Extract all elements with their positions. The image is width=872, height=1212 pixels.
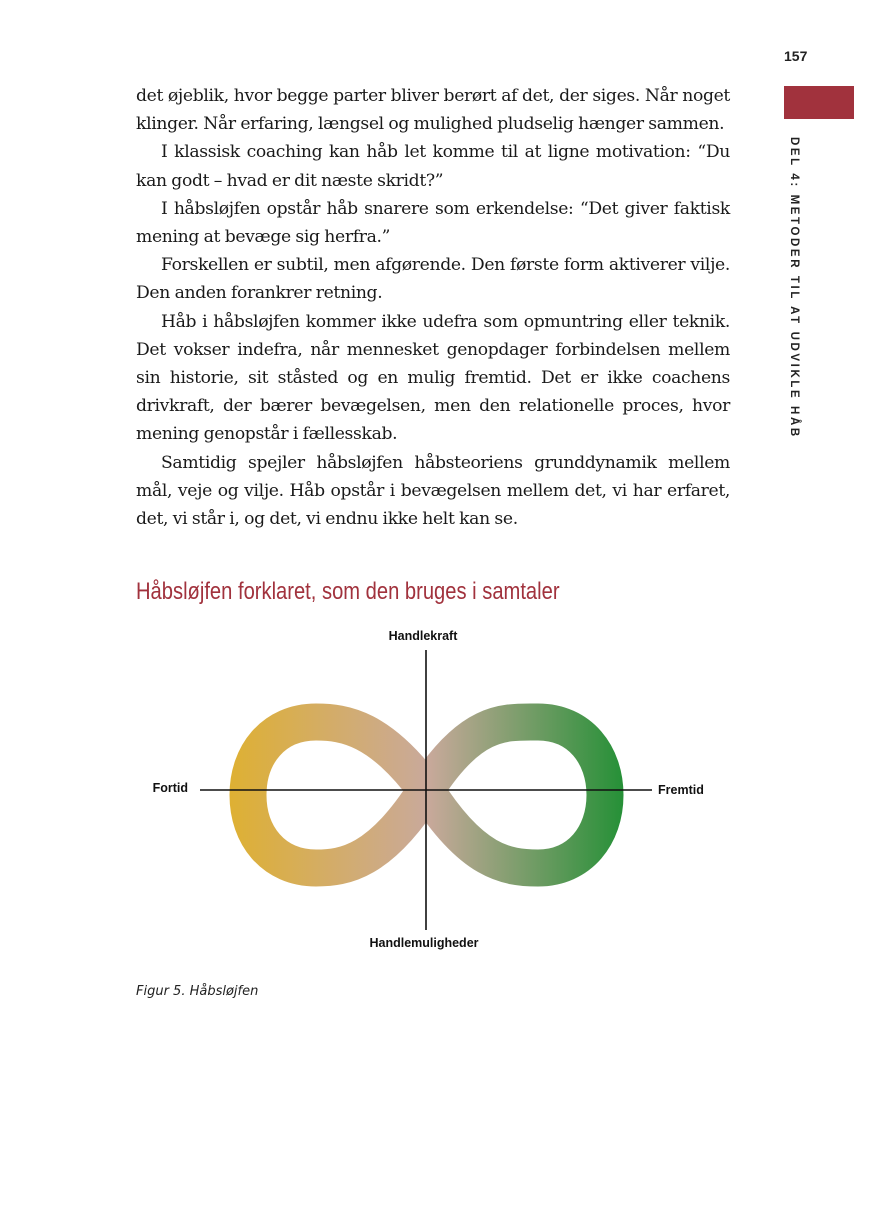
axis-label-left: Fortid — [152, 781, 188, 795]
section-tab-marker — [784, 86, 854, 119]
paragraph: Samtidig spejler håbsløjfen håbsteoriens grunddynamik mellem mål, veje og vilje. Håb opstår i bevægelsen mellem det, vi har erfaret, det, vi står i, og det, vi endnu ikke helt kan se. — [136, 452, 730, 530]
section-label: DEL 4: METODER TIL AT UDVIKLE HÅB — [788, 137, 800, 439]
paragraph: Håb i håbsløjfen kommer ikke udefra som opmuntring eller teknik. Det vokser indefra, når mennesket genopdager forbindelsen mellem sin historie, sit ståsted og en mulig fremtid. Det er ikke coachens drivkraft, der bærer bevægelsen, men den relationelle proces, hvor mening genopstår i fællesskab. — [136, 311, 730, 445]
paragraph: I håbsløjfen opstår håb snarere som erkendelse: “Det giver faktisk mening at bevæge sig herfra.” — [136, 198, 730, 248]
axis-label-right: Fremtid — [658, 783, 704, 797]
paragraph: det øjeblik, hvor begge parter bliver berørt af det, der siges. Når noget klinger. Når erfaring, længsel og mulighed pludselig hænger sammen. — [136, 86, 730, 135]
page-number: 157 — [784, 48, 808, 64]
axis-label-bottom: Handlemuligheder — [369, 936, 479, 950]
hope-loop-diagram — [0, 620, 872, 960]
paragraph: Forskellen er subtil, men afgørende. Den første form aktiverer vilje. Den anden forankrer retning. — [136, 255, 730, 304]
paragraph: I klassisk coaching kan håb let komme til at ligne motivation: “Du kan godt – hvad er dit næste skridt?” — [136, 142, 730, 191]
figure-caption: Figur 5. Håbsløjfen — [136, 984, 259, 999]
figure-heading: Håbsløjfen forklaret, som den bruges i samtaler — [136, 578, 560, 605]
axis-label-top: Handlekraft — [388, 629, 458, 643]
body-text — [136, 82, 730, 533]
